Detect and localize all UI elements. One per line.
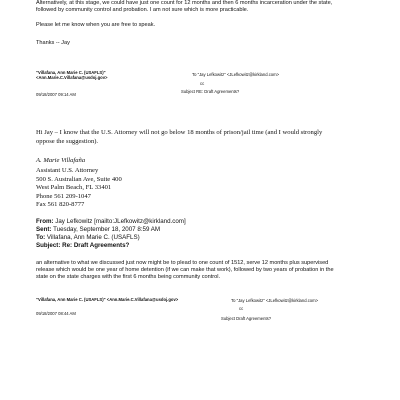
header2-from: "Villafana, Ann Marie C. (USAFLS)" <Ann.Marie.C.Villafana@usdoj.gov>: [36, 297, 179, 302]
signature-block: [36, 167, 122, 210]
quoted-subject: Subject: Re: Draft Agreements?: [36, 242, 130, 249]
header1-subject: Subject RE: Draft Agreements?: [181, 89, 240, 94]
quoted-body-line-1: an alternative to what we discussed just now might be to plead to one count of 1512, serve 12 months plus supervised: [36, 260, 329, 266]
top-email-line-2: followed by community control and probation. I am not sure which is more practicable.: [36, 7, 249, 14]
quoted-body-line-3: state on the state charges with the first 6 months being community control.: [36, 274, 221, 281]
reply-line-1: Hi Jay – I know that the U.S. Attorney will not go below 18 months of prison/jail time (and I would strongly: [36, 129, 323, 136]
header2-to: To "Jay Lefkowitz" <JLefkowitz@kirkland.com>: [231, 298, 319, 303]
please-line: Please let me know when you are free to speak.: [36, 22, 156, 28]
header1-cc: cc: [200, 81, 205, 86]
signature-name: A. Marie Villafaña: [36, 157, 86, 164]
top-email-line-1: Alternatively, at this stage, we could have just one count for 12 months and then 6 months incarceration under the state,: [36, 0, 333, 6]
header1-from-email: <Ann.Marie.C.Villafana@usdoj.gov>: [36, 75, 108, 80]
signature-fax: Fax 561 820-8777: [36, 201, 85, 209]
header1-to: To "Jay Lefkowitz" <JLefkowitz@kirkland.com>: [192, 72, 280, 77]
signature-title: Assistant U.S. Attorney: [36, 167, 99, 174]
quoted-header: [36, 218, 186, 250]
quoted-from: From: Jay Lefkowitz [mailto:JLefkowitz@kirkland.com]: [36, 218, 186, 225]
header2-date: 09/18/2007 08:44 AM: [36, 311, 76, 316]
quoted-sent: Sent: Tuesday, September 18, 2007 8:59 AM: [36, 226, 161, 233]
top-email-body: [36, 0, 332, 14]
quoted-body: [36, 260, 334, 282]
signature-phone: Phone 561 209-1047: [36, 192, 91, 200]
header2-cc: cc: [239, 306, 244, 311]
signature-address-1: 500 S. Australian Ave, Suite 400: [36, 175, 122, 183]
quoted-body-line-2: release which would be one year of home detention (if we can make that work), followed by two years of probation in the: [36, 267, 334, 274]
reply-text: [36, 129, 322, 146]
quoted-to: To: Villafana, Ann Marie C. (USAFLS): [36, 234, 140, 241]
signoff: Thanks -- Jay: [36, 40, 70, 46]
header1-date: 09/18/2007 09:14 AM: [36, 92, 76, 97]
signature-address-2: West Palm Beach, FL 33401: [36, 184, 112, 192]
header2-subject: Subject Draft Agreements?: [221, 316, 272, 321]
header1-from-name: "Villafana, Ann Marie C. (USAFLS)": [36, 70, 106, 75]
reply-line-2: oppose the suggestion).: [36, 137, 99, 145]
